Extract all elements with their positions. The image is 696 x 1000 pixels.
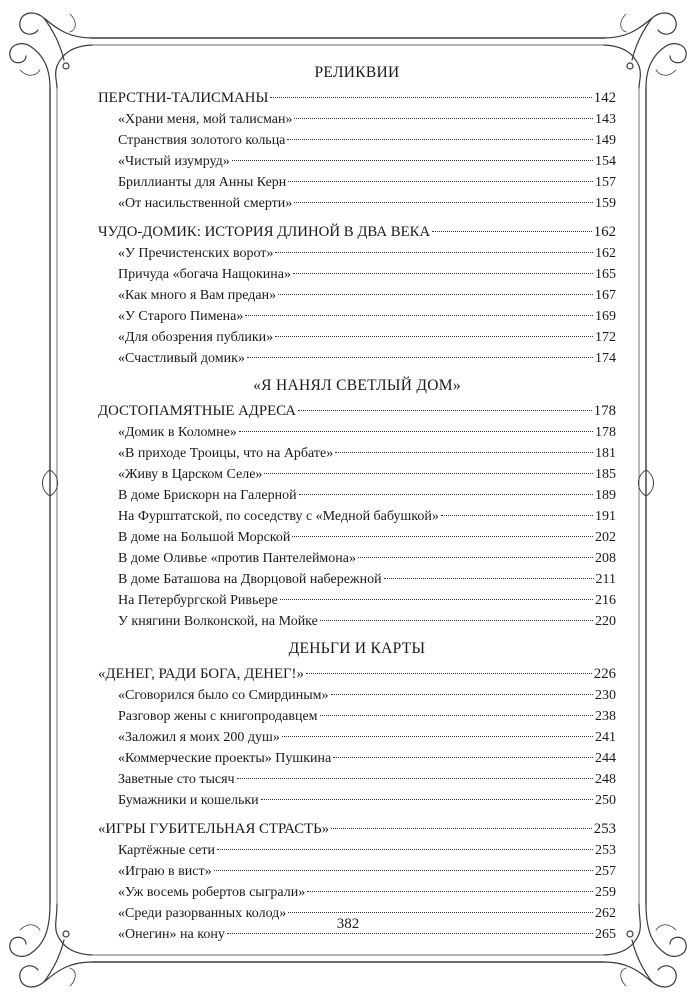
toc-entry: [98, 172, 616, 193]
dot-leader: [292, 536, 593, 537]
entry-title: «В приходе Троицы, что на Арбате»: [118, 446, 334, 461]
toc-entry: [98, 485, 616, 506]
page-number: 382: [336, 916, 360, 932]
dot-leader: [288, 181, 593, 182]
page-ref: 216: [595, 593, 616, 608]
dot-leader: [264, 473, 593, 474]
toc-entry: [98, 769, 616, 790]
entry-title: Картёжные сети: [118, 843, 216, 858]
dot-leader: [275, 252, 593, 253]
entry-title: Заветные сто тысяч: [118, 772, 235, 787]
toc-entry: [98, 422, 616, 443]
chapter-title: «ДЕНЕГ, РАДИ БОГА, ДЕНЕГ!»: [98, 666, 304, 682]
dot-leader: [270, 97, 591, 98]
table-of-contents: [98, 60, 616, 945]
entry-title: У княгини Волконской, на Мойке: [118, 614, 318, 629]
page-ref: 244: [595, 751, 616, 766]
page-ref: 248: [595, 772, 616, 787]
page-ref: 157: [595, 175, 616, 190]
dot-leader: [299, 494, 593, 495]
entry-title: «Коммерческие проекты» Пушкина: [118, 751, 332, 766]
page-ref: 241: [595, 730, 616, 745]
dot-leader: [232, 160, 593, 161]
toc-entry: [98, 685, 616, 706]
page-ref: 154: [595, 154, 616, 169]
entry-title: «Счастливый домик»: [118, 351, 245, 366]
spacer: [98, 811, 616, 819]
dot-leader: [307, 891, 593, 892]
dot-leader: [214, 870, 593, 871]
entry-title: «Для обозрения публики»: [118, 330, 274, 345]
toc-entry: [98, 727, 616, 748]
dot-leader: [227, 933, 593, 934]
toc-chapter: [98, 222, 616, 243]
page-ref: 238: [595, 709, 616, 724]
page-ref: 257: [595, 864, 616, 879]
entry-title: «Онегин» на кону: [118, 927, 225, 942]
dot-leader: [288, 912, 593, 913]
toc-entry: [98, 327, 616, 348]
dot-leader: [282, 736, 593, 737]
page-ref: 149: [595, 133, 616, 148]
entry-title: Разговор жены с книгопродавцем: [118, 709, 318, 724]
toc-entry: [98, 109, 616, 130]
page-ref: 191: [595, 509, 616, 524]
page-ref: 253: [595, 843, 616, 858]
dot-leader: [335, 452, 593, 453]
page-ref: 250: [595, 793, 616, 808]
toc-entry: [98, 443, 616, 464]
toc-entry: [98, 840, 616, 861]
toc-entry: [98, 882, 616, 903]
page-ref: 143: [595, 112, 616, 127]
dot-leader: [298, 410, 592, 411]
dot-leader: [275, 336, 593, 337]
dot-leader: [294, 202, 593, 203]
toc-entry: [98, 285, 616, 306]
page-ref: 262: [595, 906, 616, 921]
corner-flourish-top-left: [10, 13, 92, 88]
toc-entry: [98, 569, 616, 590]
entry-title: Бриллианты для Анны Керн: [118, 175, 287, 190]
entry-title: На Петербургской Ривьере: [118, 593, 278, 608]
page-ref: 265: [595, 927, 616, 942]
entry-title: «Среди разорванных колод»: [118, 906, 287, 921]
dot-leader: [331, 694, 594, 695]
chapter-title: «ИГРЫ ГУБИТЕЛЬНАЯ СТРАСТЬ»: [98, 821, 330, 837]
toc-entry: [98, 243, 616, 264]
dot-leader: [306, 673, 592, 674]
toc-entry: [98, 151, 616, 172]
page-ref: 202: [595, 530, 616, 545]
entry-title: Странствия золотого кольца: [118, 133, 286, 148]
entry-title: «Чистый изумруд»: [118, 154, 230, 169]
entry-title: В доме на Большой Морской: [118, 530, 291, 545]
chapter-title: ПЕРСТНИ-ТАЛИСМАНЫ: [98, 90, 269, 106]
page-ref: 142: [593, 90, 616, 106]
dot-leader: [320, 620, 593, 621]
entry-title: Бумажники и кошельки: [118, 793, 259, 808]
toc-entry: [98, 506, 616, 527]
dot-leader: [261, 799, 593, 800]
entry-title: «Живу в Царском Селе»: [118, 467, 263, 482]
spacer: [98, 214, 616, 222]
dot-leader: [280, 599, 593, 600]
page-ref: 208: [595, 551, 616, 566]
dot-leader: [384, 578, 594, 579]
dot-leader: [333, 757, 593, 758]
dot-leader: [432, 231, 592, 232]
toc-entry: [98, 590, 616, 611]
page-ref: 169: [595, 309, 616, 324]
entry-title: «Уж восемь робертов сыграли»: [118, 885, 306, 900]
entry-title: «От насильственной смерти»: [118, 196, 293, 211]
toc-chapter: [98, 88, 616, 109]
dot-leader: [331, 828, 592, 829]
toc-chapter: [98, 664, 616, 685]
dot-leader: [237, 778, 593, 779]
page-ref: 220: [595, 614, 616, 629]
toc-entry: [98, 264, 616, 285]
page-ref: 211: [595, 572, 616, 587]
toc-entry: [98, 748, 616, 769]
chapter-title: ЧУДО-ДОМИК: ИСТОРИЯ ДЛИНОЙ В ДВА ВЕКА: [98, 224, 431, 240]
toc-entry: [98, 130, 616, 151]
dot-leader: [239, 431, 593, 432]
dot-leader: [293, 273, 593, 274]
page-ref: 178: [595, 425, 616, 440]
entry-title: «Заложил я моих 200 душ»: [118, 730, 280, 745]
entry-title: На Фурштатской, по соседству с «Медной бабушкой»: [118, 509, 439, 524]
page-ref: 185: [595, 467, 616, 482]
corner-flourish-top-right: [604, 13, 686, 88]
dot-leader: [294, 118, 593, 119]
page-ref: 174: [595, 351, 616, 366]
dot-leader: [245, 315, 593, 316]
toc-entry: [98, 464, 616, 485]
dot-leader: [247, 357, 593, 358]
entry-title: «Как много я Вам предан»: [118, 288, 277, 303]
dot-leader: [358, 557, 593, 558]
dot-leader: [441, 515, 593, 516]
toc-entry: [98, 861, 616, 882]
section-heading: РЕЛИКВИИ: [314, 64, 400, 81]
entry-title: «Сговорился было со Смирдиным»: [118, 688, 329, 703]
section-heading: «Я НАНЯЛ СВЕТЛЫЙ ДОМ»: [253, 377, 461, 394]
page-ref: 230: [595, 688, 616, 703]
chapter-title: ДОСТОПАМЯТНЫЕ АДРЕСА: [98, 403, 296, 419]
dot-leader: [287, 139, 593, 140]
page-ref: 181: [595, 446, 616, 461]
toc-chapter: [98, 401, 616, 422]
page-ref: 259: [595, 885, 616, 900]
toc-entry: [98, 548, 616, 569]
page-ref: 165: [595, 267, 616, 282]
dot-leader: [320, 715, 593, 716]
entry-title: В доме Баташова на Дворцовой набережной: [118, 572, 382, 587]
toc-entry: [98, 193, 616, 214]
toc-entry: [98, 611, 616, 632]
toc-entry: [98, 527, 616, 548]
entry-title: «Храни меня, мой талисман»: [118, 112, 293, 127]
dot-leader: [217, 849, 593, 850]
dot-leader: [278, 294, 593, 295]
entry-title: В доме Оливье «против Пантелеймона»: [118, 551, 356, 566]
page-ref: 172: [595, 330, 616, 345]
page-ref: 226: [593, 666, 616, 682]
page-ref: 162: [593, 224, 616, 240]
entry-title: «У Пречистенских ворот»: [118, 246, 274, 261]
entry-title: Причуда «богача Нащокина»: [118, 267, 291, 282]
page-ref: 162: [595, 246, 616, 261]
toc-entry: [98, 706, 616, 727]
entry-title: «Играю в вист»: [118, 864, 212, 879]
toc-chapter: [98, 819, 616, 840]
entry-title: «У Старого Пимена»: [118, 309, 244, 324]
section-heading: ДЕНЬГИ И КАРТЫ: [288, 640, 426, 657]
page-ref: 167: [595, 288, 616, 303]
toc-entry: [98, 348, 616, 369]
toc-entry: [98, 790, 616, 811]
page-ref: 178: [593, 403, 616, 419]
entry-title: «Домик в Коломне»: [118, 425, 237, 440]
page-ref: 159: [595, 196, 616, 211]
toc-entry: [98, 306, 616, 327]
entry-title: В доме Брискорн на Галерной: [118, 488, 297, 503]
page-ref: 189: [595, 488, 616, 503]
page-ref: 253: [593, 821, 616, 837]
